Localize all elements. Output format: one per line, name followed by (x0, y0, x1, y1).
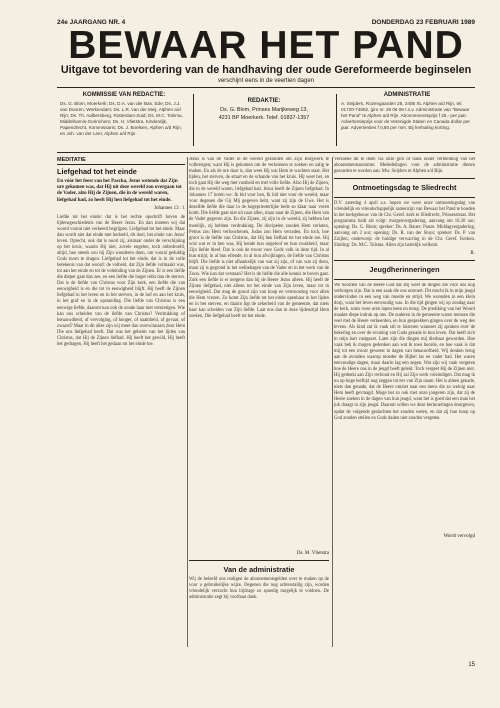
page-number: 15 (468, 662, 475, 668)
article-body: Liefde tot het einde: dat is het rechte opschrift boven de lijdensgeschiedenis van de Heere Jezus. En dan moeten wij dat woord vooral niet verkeerd begrijpen. Liefgehad tot het einde. Maar dan wordt niet dat einde met bedoeld, dit doel, het einde van Jezus' leven. Oprecht, ook dat is nooit zij, alsmaar onder de verschijning op het kruis, waarin Hij niet, zovele engelen, toch onbedroefd, altijd, hoe steeds zou hij Zijn wonderen doen, om vooral geduldig Gods toorn te dragen. Liefgehad tot het einde, dat is in de volle betekenis van dat woord: de volheid, dat Zijn liefde volmaakt was, tot aan het einde en tot de voleinding van de Zijnen. Er is een liefde die dieper gaat dan zee, en een liefde die hoger reikt dan de sterren. Dat is de liefde van Christus voor Zijn kerk, een liefde die van eeuwigheid is en die tot in eeuwigheid blijft. Hij heeft de Zijnen liefgehad in het leven en in het sterven, in de hof en aan het kruis, in het graf en in de opstanding. Die liefde van Christus is een eeuwige liefde, daarom kan ook de zonde haar niet vernietigen. Wie kan ons scheiden van de liefde van Christus? Verdrukking of benauwdheid, of vervolging, of honger, of naaktheid, of gevaar, of zwaard? Maar in dit alles zijn wij meer dan overwinnaars door Hem Die ons liefgehad heeft. Dat was het geheim van het lijden van Christus, dat Hij de Zijnen liefhad. Hij heeft het gewild, Hij heeft het gedragen, Hij heeft het gedaan tot het einde toe. (57, 214, 185, 347)
admin-notice-title: Van de administratie (223, 565, 295, 574)
column-2 (189, 157, 329, 647)
commission-text: Ds. G. Blom, Moerkerk; Ds. D.A. van der Bas, Ede; Ds. J.J. van Dooren, Werkendam; Ds. L.R. van der Meij, Alphen a/d Rijn; Ds. Th. Aalbersberg, Rotterdam-Zuid; Ds. M.C. Tolsma, Middelharnis-Gorinchem; Ds. H. Vlietstra, Kinderdijk, Papendrecht, Kommissaris; Ds. J. Boelsen, Alphen a/d Rijn; en Joh. van der Leer, Alphen a/d Rijn. (60, 101, 183, 136)
editorial-box (57, 87, 475, 153)
ordination-text: D.V. zaterdag 4 april a.s. hopen we weer onze ontmoetingsdag van vriendelijk en vriendschappelijk samenzijn van Bewaar het Pand te houden in het kerkgebouw van de Chr. Geref. kerk te Sliedrecht, Prinsesstraat. Het programma luidt als volgt: morgenvergadering, aanvang om 10.30 uur; opening: Ds. G. Blom; spreker: Ds. A. Bauer; Pauze. Middagvergadering, aanvang om 2 uur; opening: Ds. R. van der Sluys; spreker: Ds. P. van Zuijlen; onderwerp: de huidige verwarring in de Chr. Geref. Kerken. Sluiting: Ds. M.C. Tolsma. Allen zijn hartelijk welkom. (334, 201, 475, 249)
masthead-frequency: verschijnt eens in de veertien dagen (217, 78, 315, 84)
article-lead: En vóór het feest van het Pascha, Jezus wetende dat Zijn ure gekomen was, dat Hij uit deze wereld zou overgaan tot de Vader, alzo Hij de Zijnen, die in de wereld waren, liefgehad had, zo heeft Hij hen liefgehad tot het einde. (57, 179, 182, 203)
column-1 (57, 157, 185, 647)
column-divider (187, 157, 188, 647)
header-divider (193, 94, 194, 146)
ordination-title: Ontmoetingsdag te Sliedrecht (352, 183, 457, 193)
commission-heading: KOMMISSIE VAN REDACTIE: (82, 92, 166, 98)
administration-heading: ADMINISTRATIE (383, 92, 431, 98)
scripture-reference: Johannes 13 : 1 (154, 205, 185, 211)
admin-notice-text: Wij de beleefd ons nodigen de abonnementsgelden over te maken op de voor u gebruikelijke wijze. Degenen die nog achterstallig zijn, worden vriendelijk verzocht hun bijdrage zo spoedig mogelijk te voldoen. De administratie zegt bij voorbaat dank. (189, 577, 329, 601)
redaction-line: 4231 BP Moerkerk. Telef. 01837-1357 (218, 114, 310, 121)
redaction-heading: REDAKTIE: (247, 98, 281, 104)
youth-box (334, 260, 475, 280)
redaction-line: Ds. G. Blom, Prinses Marijkeweg 13, (220, 107, 308, 113)
ordination-box (334, 178, 475, 198)
article-body: Jezus is van de Vader in de wereld gezonden om Zijn Borgwerk te volbrengen; want Hij is gekomen om de verlorenen te zoeken en zalig te maken. En als de ure daar is, dan weet Hij wat Hem te wachten staat. Het lijden, het sterven, de smart en de schande van het kruis. Hij weet het, en toch gaat Hij die weg met vastheid en met volle liefde. Alzo Hij de Zijnen, die in de wereld waren, liefgehad had. Jezus heeft de Zijnen liefgehad. In Johannes 17 horen we: Ik bid voor hen, Ik bid niet voor de wereld, maar voor degenen die Gij Mij gegeven hebt, want zij zijn de Uwe. Het is dezelfde liefde die daar in de hogepriesterlijke bede zo klaar naar voren komt. Die liefde gaat niet uit naar allen, maar naar de Zijnen, die Hem van de Vader gegeven zijn. En die Zijnen, zij zijn in de wereld, zij hebben het moeilijk, zij hebben verdrukking. De discipelen zouden Hem verlaten, Petrus zou Hem verloochenen, Judas zou Hem verraden. En toch, hoe groot is de liefde van Christus, dat Hij hen liefhad tot het einde toe. Hij wist wat er in hen was, Hij kende hun ongeloof en hun zwakheid, maar Zijn liefde bleef. Dat is ook de troost voor Gods volk in deze tijd. In al hun strijd, in al hun ellende, in al hun afwijkingen, de liefde van Christus blijft. Die liefde is niet afhankelijk van wat zij zijn, of van wat zij doen, maar zij is gegrond in het welbehagen van de Vader en in het werk van de Zoon. Wie kan dat verstaan? Het is de liefde die alle kennis te boven gaat. Zulk een liefde is er nergens dan bij de Heere Jezus alleen. Hij heeft de Zijnen liefgehad, niet alleen tot het einde van Zijn leven, maar tot in eeuwigheid. Dat mag de grond zijn van hoop en vertroosting voor allen die Hem vrezen. Zo komt Zijn liefde tot het einde openbaar in het lijden en in het sterven, en daarin ligt de zekerheid van de gemeente, dat niets haar kan scheiden van Zijn liefde. Laat ons dan in deze lijdenstijd Hem zoeken, Die liefgehad heeft tot het einde. (189, 157, 329, 320)
column-3 (334, 157, 475, 647)
masthead-title: BEWAAR HET PAND (68, 24, 464, 67)
issue-volume: 24e JAARGANG NR. 4 (57, 19, 126, 26)
column-divider (332, 157, 333, 647)
youth-title: Jeugdherinneringen (369, 264, 440, 274)
youth-text: We hoorden van de Heere God dat Hij weet de dingen die voor ons nog verborgen zijn. Dat is een zaak die ons ontroert. Dit mocht ik in mijn jeugd ondervinden in een weg van moeite en strijd. We woonden in een klein dorp, waar het leven eenvoudig was. In die tijd gingen wij op zondag naar de kerk, soms twee uren lopen heen en terug. De prediking van het Woord maakte diepe indruk op ons. De ouderen in de gemeente waren mensen die veel met de Heere verkeerden, en hun gesprekken gingen over de weg des levens. Als kind zat ik vaak stil te luisteren wanneer zij spraken over de bekering en over de ervaring van Gods genade in hun leven. Dat heeft zich in mijn hart vastgezet. Later zijn die dingen mij dierbaar geworden. Hoe vaak heb ik mogen gedenken aan wat ik toen hoorde, en hoe vaak is dat mij tot een troost geweest in dagen van benauwdheid. Wij denken terug aan de avonden waarop moeder de Bijbel las en vader bad. Het waren eenvoudige dagen, maar daarin lag een zegen. Wat zijn wij vaak vergeten hoe de Heere ons in de jeugd heeft geleid. Toch vergeet Hij de Zijnen niet. Hij gedenkt aan Zijn verbond en Hij zal Zijn werk voleindigen. Dat mag ik nu op hoge leeftijd nog zeggen tot eer van Zijn naam. Het is alleen genade, niets dan genade, dat de Heere omziet naar een mens die zo weinig naar Hem heeft gevraagd. Moge het zo ook met onze jongeren zijn, dat zij de Heere zoeken in de dagen van hun jeugd, want het is goed dat een man het juk draagt in zijn jeugd. Daarom willen we deze herinneringen doorgeven, opdat de volgende geslachten het zouden weten, en dat zij hun hoop op God zouden stellen en Gods daden niet zouden vergeten. (334, 282, 475, 421)
header-divider (336, 94, 337, 146)
article-signature: Ds. M. Vlietstra (296, 551, 329, 556)
notice-text: Verzoeke dit te doen via onze giro of bank onder vermelding van het abonnementsnummer. Mededelingen voor de administratie dienen gezonden te worden aan: Mw. Snijders te Alphen a/d Rijn. (334, 157, 475, 175)
section-label: MEDITATIE (57, 157, 185, 165)
administration-block (341, 92, 473, 131)
redaction-block (197, 98, 331, 122)
article-title: Liefgehad tot het einde (57, 167, 137, 176)
divider (189, 560, 329, 561)
administration-text: A. Snijders, Rozengaarden 25, 2405 XL Alphen a/d Rijn, tel. 01720-74852, giro nr. 29 06 08 t.n.v. Administratie van "Bewaar het Pand" te Alphen a/d Rijn. Abonnementsprijs f 25,- per jaar. Advertentieprijs voor de Verenigde Staten en Canada dollar per jaar. Advertenties f 0,80 per mm. Bij herhaling korting. (341, 101, 470, 130)
masthead-subtitle: Uitgave tot bevordering van de handhaving der oude Gereformeerde beginselen (60, 64, 472, 76)
commission-block (60, 92, 188, 137)
issue-date: DONDERDAG 23 FEBRUARI 1989 (371, 19, 475, 26)
continued-note: Wordt vervolgd (443, 533, 475, 539)
ordination-signature: R. (470, 250, 475, 256)
